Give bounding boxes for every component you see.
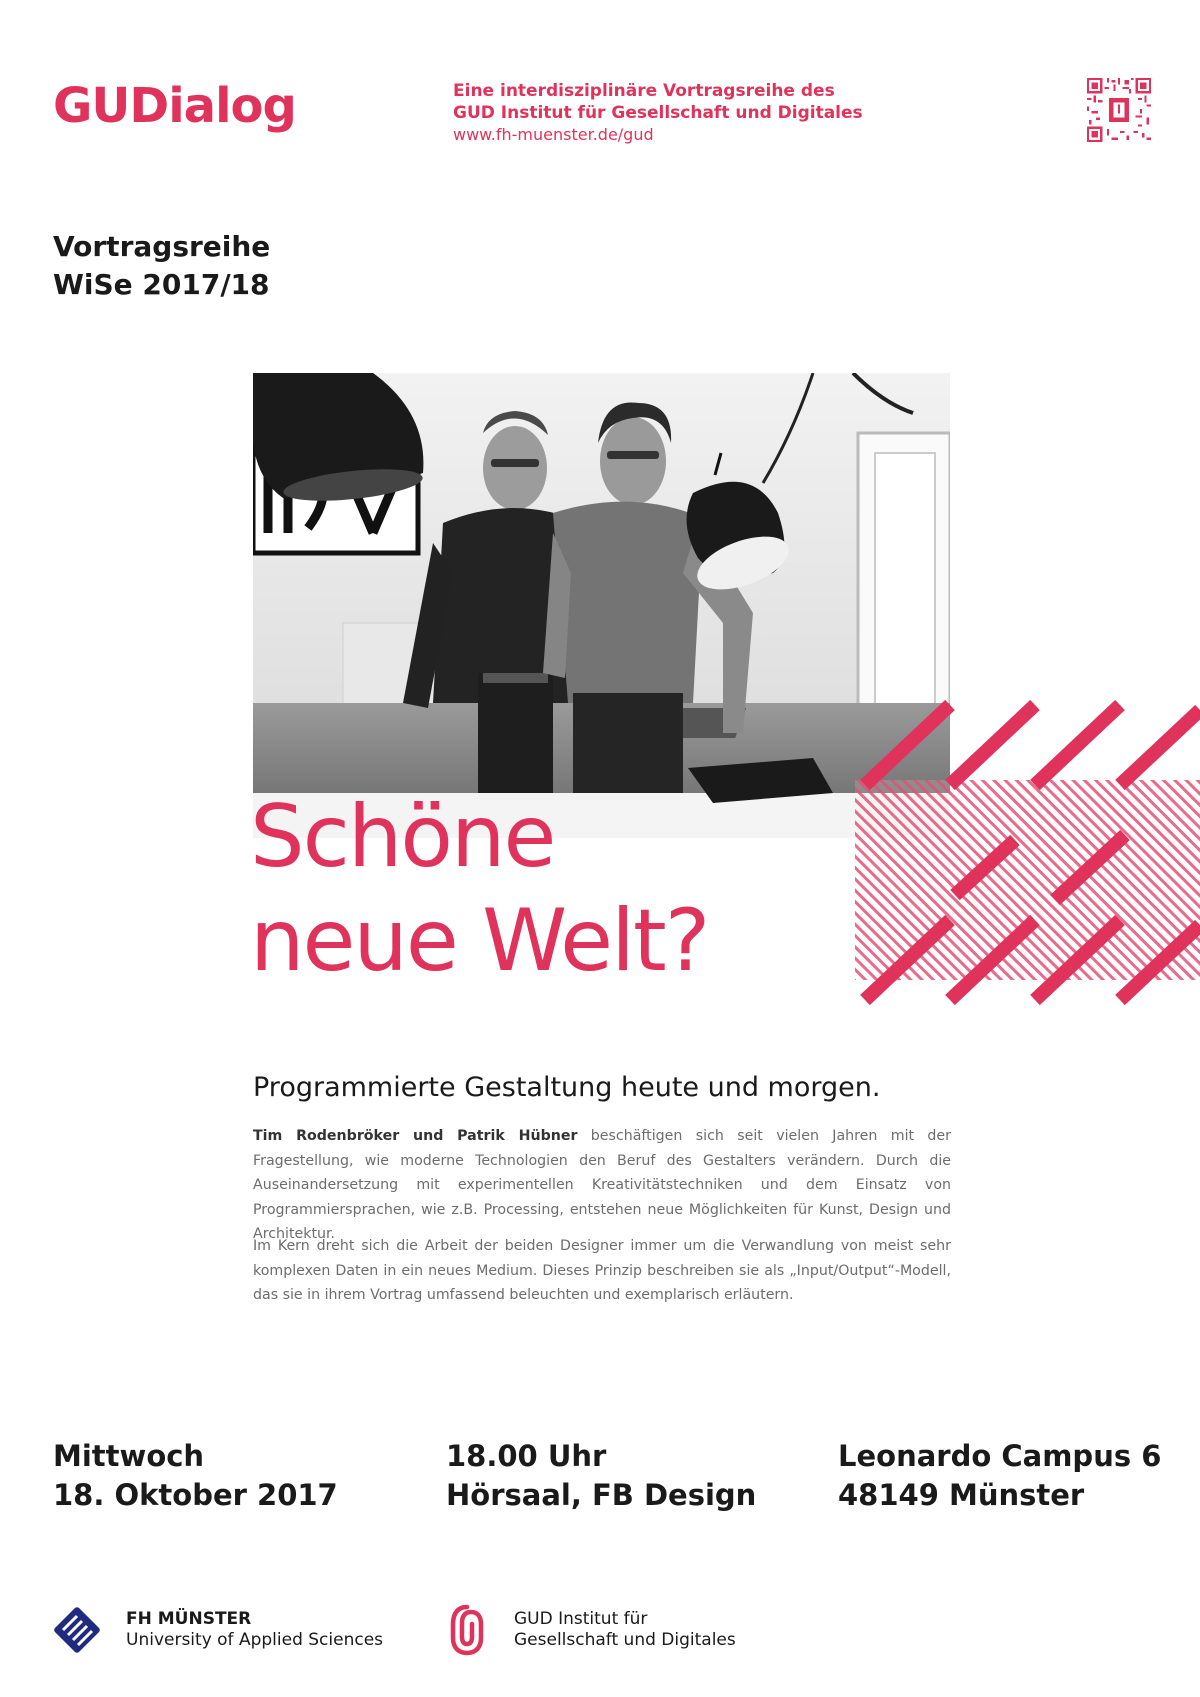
- fh-subtitle: University of Applied Sciences: [126, 1630, 384, 1650]
- qr-code-icon[interactable]: [1087, 78, 1151, 142]
- speakers-photo: [253, 373, 950, 838]
- subtitle: Programmierte Gestaltung heute und morgen.: [253, 1072, 881, 1103]
- fh-name: FH MÜNSTER: [126, 1609, 252, 1629]
- event-street: Leonardo Campus 6: [838, 1439, 1162, 1473]
- event-date: [53, 1437, 338, 1515]
- gud-institute-text: [514, 1609, 736, 1651]
- body-paragraph-1: [253, 1124, 951, 1247]
- event-city: 48149 Münster: [838, 1478, 1085, 1512]
- header-tagline-line1: Eine interdisziplinäre Vortragsreihe des: [453, 81, 835, 101]
- fh-muenster-logo-icon: [53, 1606, 101, 1654]
- body-paragraph-1-text: beschäftigen sich seit vielen Jahren mit der Fragestellung, wie moderne Technologien den Beruf des Gestalters verändern. Durch die Auseinandersetzung mit experimentellen Kreativitätstechniken und dem Einsatz von Programmiersprachen, wie z.B. Processing, entstehen neue Möglichkeiten für Kunst, Design und Architektur.: [253, 1128, 951, 1242]
- event-address: [838, 1437, 1161, 1515]
- header-url-link[interactable]: www.fh-muenster.de/gud: [453, 125, 654, 144]
- event-time-value: 18.00 Uhr: [446, 1439, 607, 1473]
- gud-logo-icon: [450, 1604, 484, 1656]
- series-title: Vortragsreihe: [53, 230, 271, 263]
- fh-muenster-text: [126, 1609, 383, 1651]
- gud-line1: GUD Institut für: [514, 1609, 648, 1629]
- body-paragraph-2: Im Kern dreht sich die Arbeit der beiden Designer immer um die Verwandlung von meist sehr komplexen Daten in ein neues Medium. Dieses Prinzip beschreiben sie als „Input/Output“-Modell, das sie in ihrem Vortrag umfassend beleuchten und exemplarisch erläutern.: [253, 1238, 951, 1303]
- gudialog-logo: GUDialog: [53, 78, 296, 134]
- headline-line1: Schöne: [250, 787, 555, 887]
- series-semester: WiSe 2017/18: [53, 268, 270, 301]
- headline-line2: neue Welt?: [250, 891, 709, 991]
- gud-line2: Gesellschaft und Digitales: [514, 1630, 736, 1650]
- event-day: Mittwoch: [53, 1439, 205, 1473]
- event-room: Hörsaal, FB Design: [446, 1478, 757, 1512]
- header-tagline-line2: GUD Institut für Gesellschaft und Digitales: [453, 103, 863, 123]
- headline: [250, 785, 708, 993]
- decorative-stripes-graphic: [855, 700, 1200, 1020]
- speaker-names: Tim Rodenbröker und Patrik Hübner: [253, 1128, 578, 1144]
- event-date-value: 18. Oktober 2017: [53, 1478, 338, 1512]
- event-time-location: [446, 1437, 756, 1515]
- series-info: [53, 228, 270, 304]
- header-info: [453, 80, 863, 146]
